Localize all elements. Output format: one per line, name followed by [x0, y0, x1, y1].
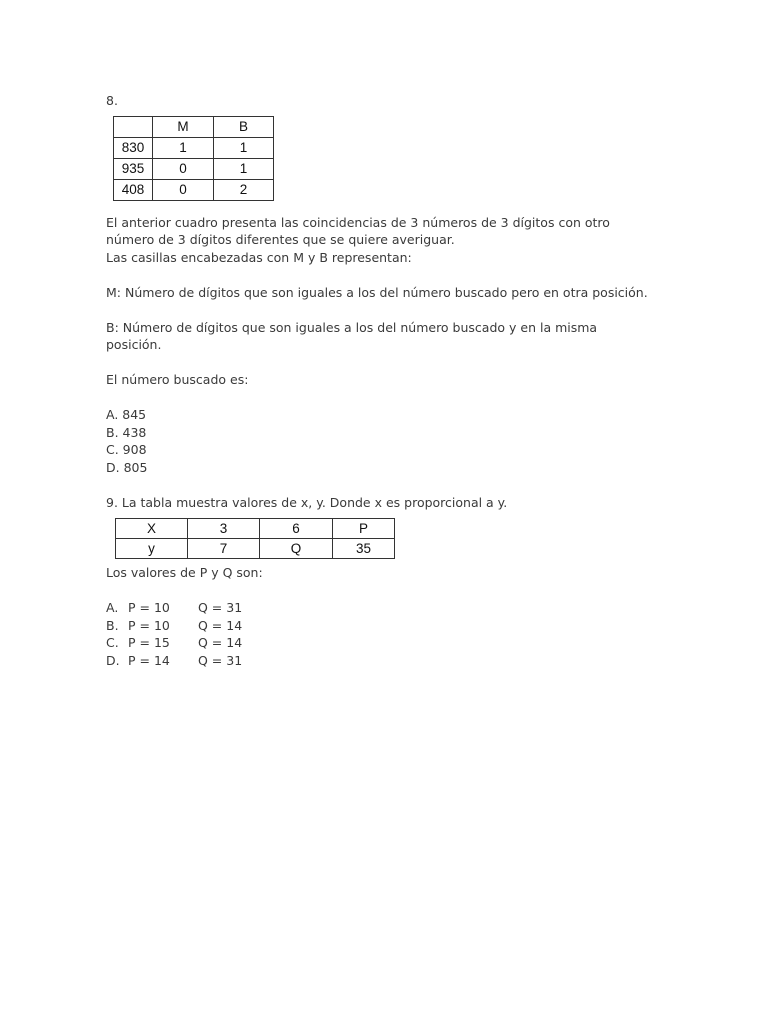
table-cell: 1 — [153, 137, 214, 158]
table-row — [116, 539, 395, 559]
option-letter: D. — [106, 652, 120, 668]
table-cell: 3 — [188, 519, 260, 539]
answer-option: A. 845 — [106, 407, 147, 422]
table-cell: 408 — [114, 179, 153, 200]
answer-option: C. 908 — [106, 442, 147, 457]
table-cell: y — [116, 539, 188, 559]
table-cell: 35 — [333, 539, 395, 559]
option-p-value: P = 10 — [128, 617, 170, 633]
option-letter: C. — [106, 635, 119, 650]
table-header-b: B — [214, 116, 274, 137]
answer-option: D. 805 — [106, 459, 148, 475]
document-page — [106, 92, 706, 669]
paragraph-line: El anterior cuadro presenta las coincidencias de 3 números de 3 dígitos con otro — [106, 214, 610, 230]
proportion-table — [115, 518, 395, 559]
option-p-value: P = 14 — [128, 652, 170, 668]
table-header-m: M — [153, 116, 214, 137]
option-letter: B. — [106, 617, 119, 633]
table-cell: 7 — [188, 539, 260, 559]
option-q-value: Q = 31 — [198, 600, 243, 615]
m-definition: M: Número de dígitos que son iguales a los del número buscado pero en otra posición. — [106, 284, 648, 300]
paragraph-line: Las casillas encabezadas con M y B representan: — [106, 249, 412, 265]
table-cell: 0 — [153, 179, 214, 200]
answer-option — [106, 652, 706, 670]
table-row — [114, 158, 274, 179]
table-cell: 2 — [214, 179, 274, 200]
paragraph-line: número de 3 dígitos diferentes que se quiere averiguar. — [106, 232, 455, 247]
question-8-number: 8. — [106, 93, 118, 108]
answer-option — [106, 599, 706, 617]
option-q-value: Q = 14 — [198, 617, 243, 633]
answer-option — [106, 634, 706, 652]
option-letter: A. — [106, 600, 119, 615]
table-cell: 830 — [114, 137, 153, 158]
table-cell: 6 — [260, 519, 333, 539]
b-definition-line: B: Número de dígitos que son iguales a los del número buscado y en la misma — [106, 319, 598, 335]
table-row — [116, 519, 395, 539]
coincidence-table — [113, 116, 274, 201]
answer-option — [106, 617, 706, 635]
question-9-prompt: Los valores de P y Q son: — [106, 565, 263, 580]
option-p-value: P = 15 — [128, 635, 170, 650]
table-cell: P — [333, 519, 395, 539]
table-header-row — [114, 116, 274, 137]
option-p-value: P = 10 — [128, 600, 170, 615]
table-row — [114, 137, 274, 158]
table-cell: 1 — [214, 137, 274, 158]
table-cell: 1 — [214, 158, 274, 179]
table-cell: Q — [260, 539, 333, 559]
b-definition-line: posición. — [106, 337, 162, 352]
table-cell — [114, 116, 153, 137]
table-row — [114, 179, 274, 200]
table-cell: 0 — [153, 158, 214, 179]
table-cell: X — [116, 519, 188, 539]
option-q-value: Q = 31 — [198, 652, 243, 668]
question-9-text: 9. La tabla muestra valores de x, y. Donde x es proporcional a y. — [106, 494, 508, 510]
table-cell: 935 — [114, 158, 153, 179]
question-8-prompt: El número buscado es: — [106, 372, 249, 387]
option-q-value: Q = 14 — [198, 635, 243, 650]
answer-option: B. 438 — [106, 424, 147, 440]
